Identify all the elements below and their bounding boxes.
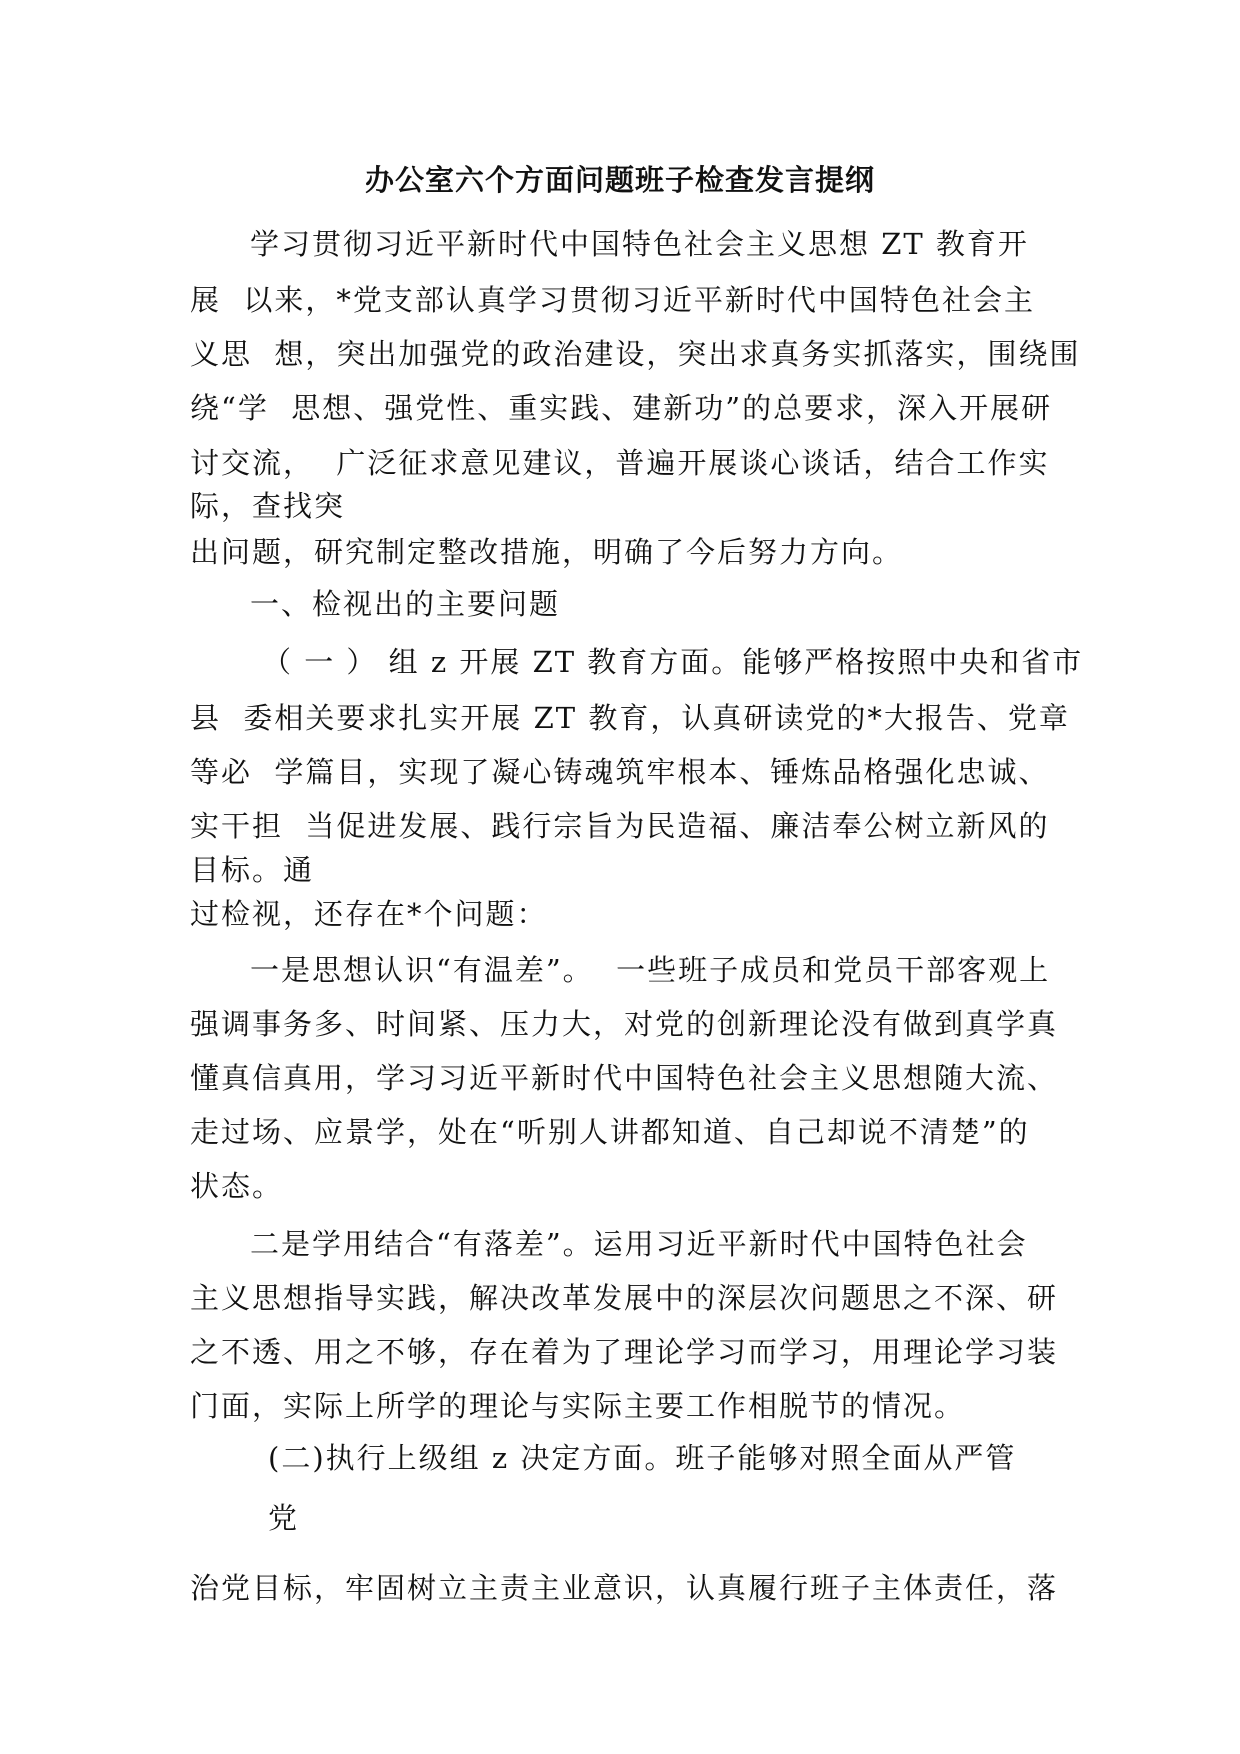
paragraph-line: 绕“学 思想、强党性、重实践、建新功”的总要求，深入开展研 xyxy=(190,391,1053,425)
paragraph-line: 实干担 当促进发展、践行宗旨为民造福、廉洁奉公树立新风的 xyxy=(190,809,1050,843)
paragraph-line: 党 xyxy=(268,1501,300,1535)
paragraph-line: 主义思想指导实践，解决改革发展中的深层次问题思之不深、研 xyxy=(190,1281,1059,1315)
paragraph-line: 讨交流， 广泛征求意见建议，普遍开展谈心谈话，结合工作实 xyxy=(190,446,1050,480)
paragraph-line: 之不透、用之不够，存在着为了理论学习而学习，用理论学习装 xyxy=(190,1335,1059,1369)
paragraph-line: 等必 学篇目，实现了凝心铸魂筑牢根本、锤炼品格强化忠诚、 xyxy=(190,755,1050,789)
paragraph-line: 一是思想认识“有温差”。 一些班子成员和党员干部客观上 xyxy=(250,953,1051,987)
paragraph-line: 际，查找突 xyxy=(190,489,346,523)
paragraph-line: 目标。通 xyxy=(190,853,315,887)
paragraph-line: (二)执行上级组 z 决定方面。班子能够对照全面从严管 xyxy=(268,1441,1017,1475)
paragraph-line: 展 以来，*党支部认真学习贯彻习近平新时代中国特色社会主 xyxy=(190,283,1035,317)
paragraph-line: 状态。 xyxy=(190,1169,284,1203)
paragraph-line: 义思 想，突出加强党的政治建设，突出求真务实抓落实，围绕围 xyxy=(190,337,1081,371)
paragraph-line: 县 委相关要求扎实开展 ZT 教育，认真研读党的*大报告、党章 xyxy=(190,701,1070,735)
paragraph-line: 出问题，研究制定整改措施，明确了今后努力方向。 xyxy=(190,535,904,569)
paragraph-line: 过检视，还存在*个问题： xyxy=(190,897,548,931)
paragraph-line: 懂真信真用，学习习近平新时代中国特色社会主义思想随大流、 xyxy=(190,1061,1059,1095)
paragraph-line: 门面，实际上所学的理论与实际主要工作相脱节的情况。 xyxy=(190,1389,966,1423)
paragraph-line: 走过场、应景学，处在“听别人讲都知道、自己却说不清楚”的 xyxy=(190,1115,1030,1149)
paragraph-line: 学习贯彻习近平新时代中国特色社会主义思想 ZT 教育开 xyxy=(250,227,1029,261)
section-heading: 一、检视出的主要问题 xyxy=(250,587,561,621)
paragraph-line: 二是学用结合“有落差”。运用习近平新时代中国特色社会 xyxy=(250,1227,1028,1261)
document-title: 办公室六个方面问题班子检查发言提纲 xyxy=(364,163,875,197)
paragraph-line: 强调事务多、时间紧、压力大，对党的创新理论没有做到真学真 xyxy=(190,1007,1059,1041)
paragraph-line: （ 一 ） 组 z 开展 ZT 教育方面。能够严格按照中央和省市 xyxy=(262,645,1084,679)
paragraph-line: 治党目标，牢固树立主责主业意识，认真履行班子主体责任，落 xyxy=(190,1571,1059,1605)
